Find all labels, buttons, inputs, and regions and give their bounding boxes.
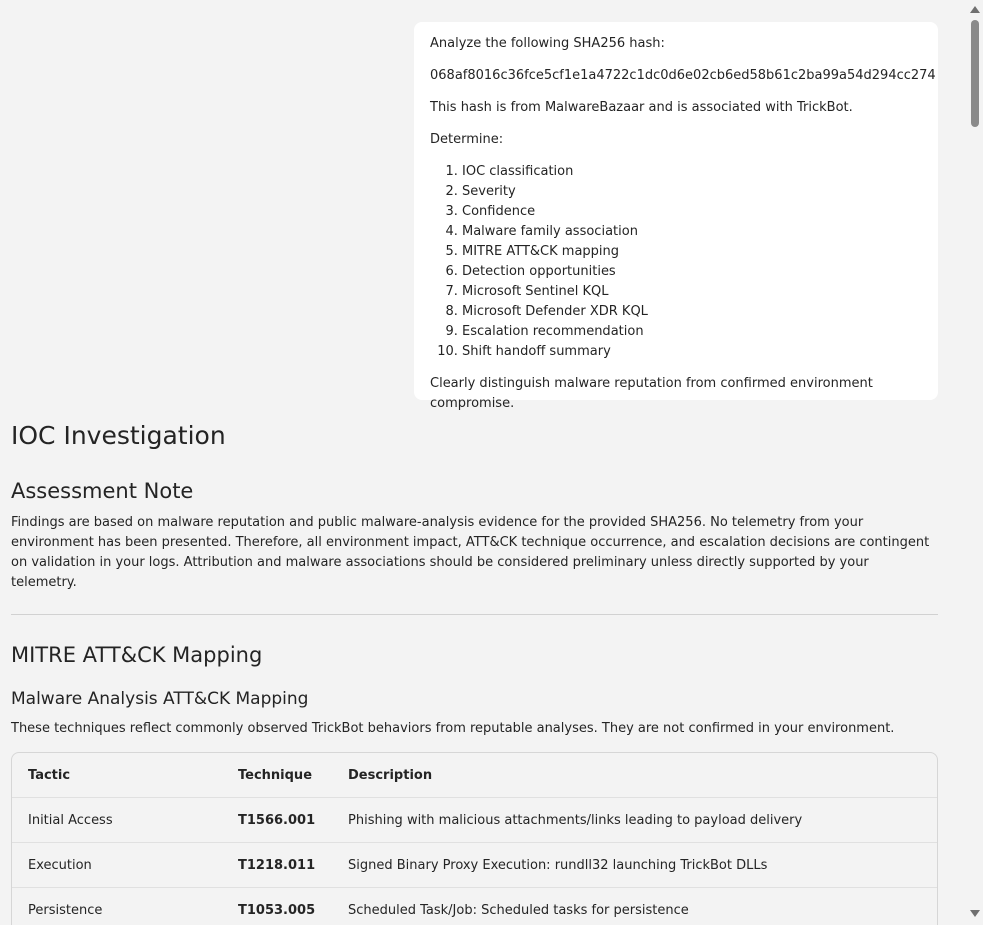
table-header-row	[12, 753, 937, 798]
user-closing: Clearly distinguish malware reputation from confirmed environment compromise.	[430, 376, 873, 411]
description-cell: Signed Binary Proxy Execution: rundll32 launching TrickBot DLLs	[348, 857, 768, 873]
description-cell: Scheduled Task/Job: Scheduled tasks for persistence	[348, 903, 689, 918]
list-item: 6. Detection opportunities	[462, 262, 922, 282]
list-item: 9. Escalation recommendation	[462, 322, 922, 342]
user-determine-label: Determine:	[430, 132, 504, 147]
tactic-cell: Persistence	[28, 903, 103, 918]
tactic-cell: Execution	[28, 857, 92, 873]
list-item: 3. Confidence	[462, 202, 922, 222]
mitre-heading: MITRE ATT&CK Mapping	[11, 643, 263, 667]
list-item: 7. Microsoft Sentinel KQL	[462, 282, 922, 302]
list-item: 5. MITRE ATT&CK mapping	[462, 242, 922, 262]
user-message-bubble	[414, 22, 938, 411]
column-header-tactic: Tactic	[28, 767, 71, 783]
user-task-list	[430, 162, 922, 362]
technique-cell: T1053.005	[238, 903, 316, 918]
table-row	[12, 798, 937, 843]
list-item: 8. Microsoft Defender XDR KQL	[462, 302, 922, 322]
chevron-up-icon[interactable]	[970, 6, 980, 13]
malware-mapping-intro: These techniques reflect commonly observed TrickBot behaviors from reputable analyses. They are not confirmed in your environment.	[11, 721, 895, 736]
table-row	[12, 843, 937, 888]
user-source: This hash is from MalwareBazaar and is associated with TrickBot.	[430, 100, 853, 115]
assessment-text: Findings are based on malware reputation and public malware-analysis evidence for the provided SHA256. No telemetry from your environment has been presented. Therefore, all environment impact, ATT&CK technique occurrence, and escalation decisions are contingent on validation in your logs. Attribution and malware associations should be considered preliminary unless directly supported by your telemetry.	[11, 515, 930, 590]
description-cell: Phishing with malicious attachments/links leading to payload delivery	[348, 812, 803, 828]
table-row	[12, 888, 937, 925]
response-title: IOC Investigation	[11, 421, 226, 450]
assistant-response	[11, 418, 938, 925]
chevron-down-icon[interactable]	[970, 910, 980, 917]
list-item: 10. Shift handoff summary	[462, 342, 922, 362]
list-item: 2. Severity	[462, 182, 922, 202]
tactic-cell: Initial Access	[28, 812, 113, 828]
technique-cell: T1566.001	[238, 812, 316, 828]
assessment-heading: Assessment Note	[11, 479, 194, 503]
list-item: 4. Malware family association	[462, 222, 922, 242]
vertical-scrollbar[interactable]	[966, 0, 983, 925]
technique-cell: T1218.011	[238, 857, 316, 873]
user-intro: Analyze the following SHA256 hash:	[430, 36, 665, 51]
attack-mapping-table	[11, 752, 938, 925]
column-header-technique: Technique	[238, 767, 313, 783]
list-item: 1. IOC classification	[462, 162, 922, 182]
malware-mapping-subheading: Malware Analysis ATT&CK Mapping	[11, 689, 309, 709]
column-header-description: Description	[348, 767, 433, 783]
user-hash: 068af8016c36fce5cf1e1a4722c1dc0d6e02cb6ed58b61c2ba99a54d294cc274	[430, 68, 936, 83]
scrollbar-thumb[interactable]	[971, 20, 979, 127]
